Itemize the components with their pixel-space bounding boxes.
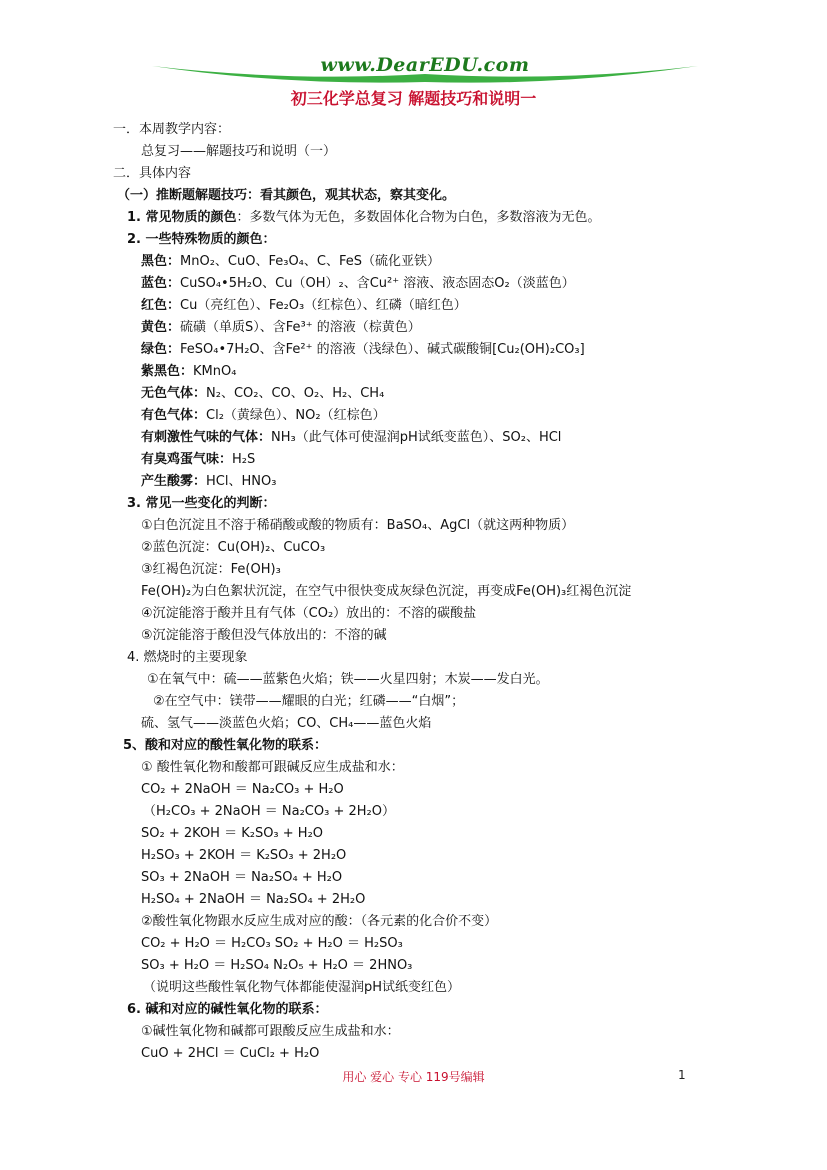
- item-5-label: 5、酸和对应的酸性氧化物的联系：: [123, 738, 328, 753]
- color-label: 无色气体：: [141, 386, 207, 401]
- item-3-line: ②蓝色沉淀：Cu(OH)₂、CuCO₃: [141, 540, 326, 555]
- equation: H₂SO₃ + 2KOH ＝ K₂SO₃ + 2H₂O: [141, 848, 347, 863]
- colorless-gas: [141, 383, 384, 405]
- item-3-line: ⑤沉淀能溶于酸但没气体放出的：不溶的碱: [141, 628, 387, 643]
- equation: SO₃ + H₂O ＝ H₂SO₄ N₂O₅ + H₂O ＝ 2HNO₃: [141, 958, 413, 973]
- page-footer: [0, 1068, 827, 1086]
- item-6-label: 6. 碱和对应的碱性氧化物的联系：: [127, 1002, 328, 1017]
- footer-slogan: 用心 爱心 专心 119号编辑: [342, 1070, 485, 1084]
- color-value: Cl₂（黄绿色）、NO₂（红棕色）: [206, 408, 386, 423]
- site-header: [150, 52, 700, 86]
- color-value: KMnO₄: [193, 364, 237, 379]
- color-purple-black: [141, 361, 236, 383]
- item-1: [127, 207, 601, 229]
- color-value: N₂、CO₂、CO、O₂、H₂、CH₄: [206, 386, 385, 401]
- item-4-line: ①在氧气中：硫——蓝紫色火焰；铁——火星四射；木炭——发白光。: [147, 672, 549, 687]
- part-1-heading: （一）推断题解题技巧：看其颜色，观其状态，察其变化。: [117, 188, 456, 203]
- color-red: [141, 295, 467, 317]
- color-value: H₂S: [232, 452, 256, 467]
- equation: CO₂ + 2NaOH ＝ Na₂CO₃ + H₂O: [141, 782, 344, 797]
- equation: CO₂ + H₂O ＝ H₂CO₃ SO₂ + H₂O ＝ H₂SO₃: [141, 936, 403, 951]
- color-value: 硫磺（单质S）、含Fe³⁺ 的溶液（棕黄色）: [180, 320, 421, 335]
- item-3-line: ④沉淀能溶于酸并且有气体（CO₂）放出的：不溶的碳酸盐: [141, 606, 477, 621]
- color-value: MnO₂、CuO、Fe₃O₄、C、FeS（硫化亚铁）: [180, 254, 440, 269]
- item-3-line: Fe(OH)₂为白色絮状沉淀，在空气中很快变成灰绿色沉淀，再变成Fe(OH)₃红褐色沉淀: [141, 584, 632, 599]
- item-4-label: 4. 燃烧时的主要现象: [127, 650, 248, 665]
- equation: （H₂CO₃ + 2NaOH ＝ Na₂CO₃ + 2H₂O）: [143, 804, 395, 819]
- color-value: NH₃（此气体可使湿润pH试纸变蓝色）、SO₂、HCl: [271, 430, 562, 445]
- item-5-line: ②酸性氧化物跟水反应生成对应的酸：（各元素的化合价不变）: [141, 914, 498, 929]
- color-label: 红色：: [141, 298, 181, 313]
- rotten-egg-gas: [141, 449, 255, 471]
- color-label: 绿色：: [141, 342, 181, 357]
- item-3-line: ①白色沉淀且不溶于稀硝酸或酸的物质有：BaSO₄、AgCl（就这两种物质）: [141, 518, 575, 533]
- pungent-gas: [141, 427, 561, 449]
- color-label: 紫黑色：: [141, 364, 194, 379]
- color-label: 蓝色：: [141, 276, 181, 291]
- item-2-label: 2. 一些特殊物质的颜色：: [127, 232, 276, 247]
- color-value: CuSO₄•5H₂O、Cu（OH）₂、含Cu²⁺ 溶液、液态固态O₂（淡蓝色）: [180, 276, 575, 291]
- color-yellow: [141, 317, 421, 339]
- page-number: 1: [678, 1068, 686, 1082]
- equation: SO₂ + 2KOH ＝ K₂SO₃ + H₂O: [141, 826, 324, 841]
- acid-mist: [141, 471, 276, 493]
- color-value: HCl、HNO₃: [206, 474, 277, 489]
- color-label: 黄色：: [141, 320, 181, 335]
- item-5-note: （说明这些酸性氧化物气体都能使湿润pH试纸变红色）: [143, 980, 461, 995]
- colored-gas: [141, 405, 386, 427]
- section-1-heading: 一．本周教学内容：: [113, 122, 231, 137]
- item-1-text: ：多数气体为无色，多数固体化合物为白色，多数溶液为无色。: [236, 210, 601, 225]
- color-blue: [141, 273, 575, 295]
- color-value: Cu（亮红色）、Fe₂O₃（红棕色）、红磷（暗红色）: [180, 298, 467, 313]
- item-3-line: ③红褐色沉淀：Fe(OH)₃: [141, 562, 281, 577]
- color-black: [141, 251, 440, 273]
- item-4-line: ②在空气中：镁带——耀眼的白光；红磷——“白烟”；: [153, 694, 465, 709]
- equation: H₂SO₄ + 2NaOH ＝ Na₂SO₄ + 2H₂O: [141, 892, 366, 907]
- section-2-heading: 二．具体内容: [113, 166, 192, 181]
- equation: CuO + 2HCl ＝ CuCl₂ + H₂O: [141, 1046, 320, 1061]
- color-green: [141, 339, 585, 361]
- item-4-line: 硫、氢气——淡蓝色火焰；CO、CH₄——蓝色火焰: [141, 716, 432, 731]
- color-label: 黑色：: [141, 254, 181, 269]
- item-5-line: ① 酸性氧化物和酸都可跟碱反应生成盐和水：: [141, 760, 404, 775]
- color-value: FeSO₄•7H₂O、含Fe²⁺ 的溶液（浅绿色）、碱式碳酸铜[Cu₂(OH)₂CO₃]: [180, 342, 585, 357]
- equation: SO₃ + 2NaOH ＝ Na₂SO₄ + H₂O: [141, 870, 343, 885]
- item-3-label: 3. 常见一些变化的判断：: [127, 496, 276, 511]
- section-1-content: 总复习——解题技巧和说明（一）: [141, 144, 337, 159]
- item-6-line: ①碱性氧化物和碱都可跟酸反应生成盐和水：: [141, 1024, 400, 1039]
- color-label: 有臭鸡蛋气味：: [141, 452, 233, 467]
- color-label: 有刺激性气味的气体：: [141, 430, 272, 445]
- color-label: 产生酸雾：: [141, 474, 207, 489]
- site-url[interactable]: www.DearEDU.com: [320, 54, 530, 76]
- color-label: 有色气体：: [141, 408, 207, 423]
- page-title: 初三化学总复习 解题技巧和说明一: [290, 89, 537, 108]
- item-1-label: 1. 常见物质的颜色: [127, 210, 237, 225]
